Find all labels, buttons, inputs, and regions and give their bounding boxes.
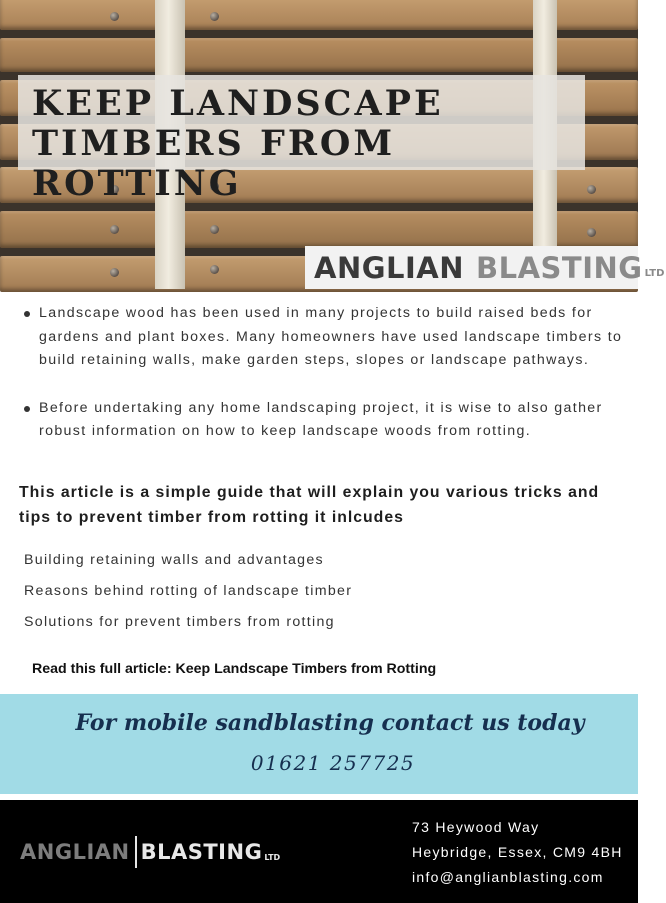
- bolt: [110, 225, 119, 234]
- bolt: [110, 12, 119, 21]
- bolt: [587, 185, 596, 194]
- address-town: Heybridge, Essex, CM9 4BH: [412, 844, 623, 860]
- title-line-2: TIMBERS FROM ROTTING: [32, 123, 396, 204]
- topic-item: Building retaining walls and advantages: [24, 552, 324, 568]
- footer-email-link[interactable]: info@anglianblasting.com: [412, 869, 604, 885]
- bolt: [210, 225, 219, 234]
- hero-image: [0, 0, 665, 289]
- address-street: 73 Heywood Way: [412, 819, 540, 835]
- logo-word-blasting: BLASTING: [476, 250, 643, 285]
- cta-heading: For mobile sandblasting contact us today: [75, 710, 585, 736]
- cta-banner: [0, 694, 638, 794]
- footer-logo-word-blasting: BLASTING: [140, 840, 263, 864]
- hero-logo: [305, 246, 665, 289]
- bolt: [110, 268, 119, 277]
- intro-heading: This article is a simple guide that will explain you various tricks and tips to prevent timber from rotting it inlcudes: [19, 484, 600, 526]
- title-line-1: KEEP LANDSCAPE: [32, 83, 444, 124]
- topic-list: [24, 545, 352, 638]
- topic-item: Solutions for prevent timbers from rotting: [24, 614, 335, 630]
- page-title: [32, 84, 577, 204]
- bullet-list: [22, 302, 634, 444]
- cta-phone[interactable]: 01621 257725: [250, 751, 416, 775]
- footer-logo: [20, 836, 280, 868]
- footer-address: [412, 815, 623, 890]
- bullet-item: Before undertaking any home landscaping project, it is wise to also gather robust information on how to keep landscape woods from rotting.: [22, 397, 634, 444]
- footer-logo-divider: [135, 836, 137, 868]
- logo-ltd: LTD: [644, 268, 665, 279]
- topic-item: Reasons behind rotting of landscape timber: [24, 583, 353, 599]
- bolt: [210, 265, 219, 274]
- bolt: [210, 12, 219, 21]
- bullet-item: Landscape wood has been used in many projects to build raised beds for gardens and plant boxes. Many homeowners have used landscape timbers to build retaining walls, make garden steps, slopes or landscape pathways.: [22, 302, 634, 373]
- read-full-article-link[interactable]: Read this full article: Keep Landscape Timbers from Rotting: [32, 661, 437, 677]
- footer-logo-ltd: LTD: [264, 853, 281, 862]
- logo-word-anglian: ANGLIAN: [314, 250, 465, 285]
- bolt: [587, 228, 596, 237]
- footer-logo-word-anglian: ANGLIAN: [20, 840, 130, 864]
